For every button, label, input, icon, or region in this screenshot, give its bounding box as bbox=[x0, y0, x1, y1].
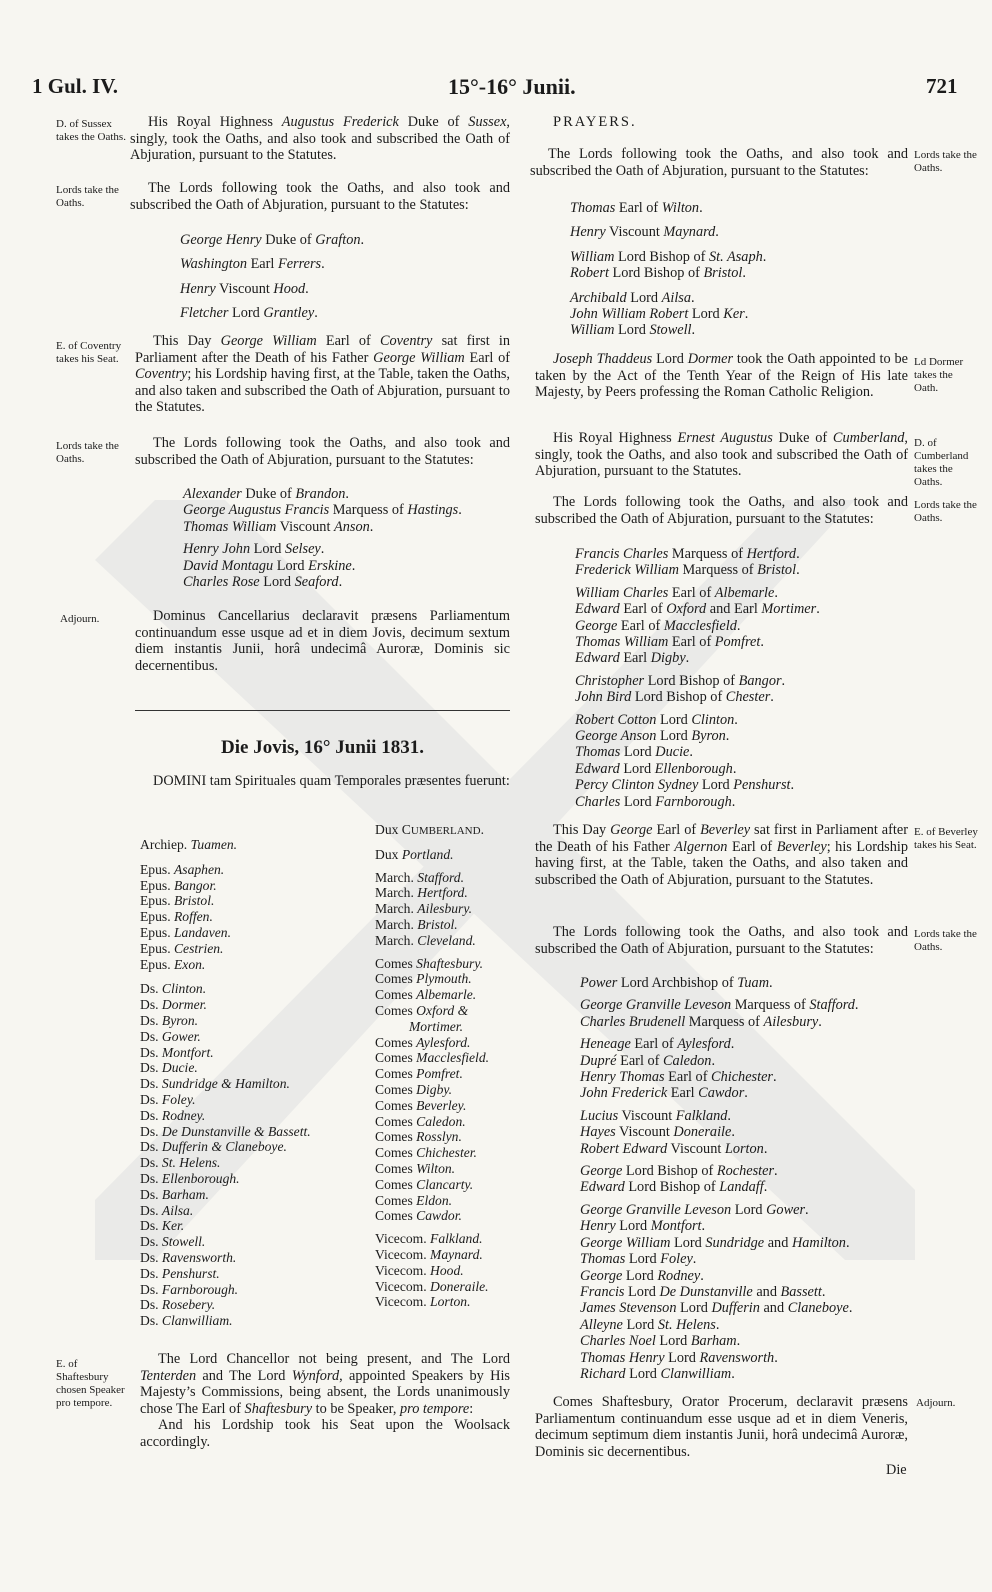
list-item: Heneage Earl of Aylesford. bbox=[580, 1036, 735, 1053]
list-item: Ds. Foley. bbox=[140, 1091, 196, 1107]
entry-coventry bbox=[135, 333, 510, 416]
entry-text: The Lords following took the Oaths, and also took and subscribed the Oath of Abjuration, pursuant to the Statutes: bbox=[535, 494, 908, 527]
list-item: William Lord Bishop of St. Asaph. bbox=[570, 248, 767, 265]
list-item: Edward Lord Bishop of Landaff. bbox=[580, 1179, 768, 1196]
margin-note: Lords take the Oaths. bbox=[914, 928, 977, 953]
entry-lords-oaths-r3 bbox=[535, 924, 908, 957]
list-item: Ds. De Dunstanville & Bassett. bbox=[140, 1123, 311, 1139]
margin-note: Lords take the Oaths. bbox=[914, 499, 977, 524]
entry-text: Joseph Thaddeus Lord Dormer took the Oath appointed to be taken by the Act of the Tenth Year of the Reign of His late Majesty, by Peers professing the Roman Catholic Religion. bbox=[535, 351, 908, 400]
list-item: Charles Noel Lord Barham. bbox=[580, 1333, 741, 1350]
list-item: Ds. Dormer. bbox=[140, 997, 207, 1013]
list-item: Comes Chichester. bbox=[375, 1145, 477, 1161]
entry-adjourn-2 bbox=[535, 1394, 908, 1460]
group-spacer bbox=[570, 241, 766, 249]
list-item: George Earl of Macclesfield. bbox=[575, 617, 741, 634]
entry-text: DOMINI tam Spirituales quam Temporales præsentes fuerunt: bbox=[153, 773, 510, 789]
list-item: Comes Plymouth. bbox=[375, 971, 472, 987]
group-spacer bbox=[375, 949, 489, 956]
group-spacer bbox=[180, 273, 364, 281]
list-item: William Charles Earl of Albemarle. bbox=[575, 584, 778, 601]
list-item: Ds. Clanwilliam. bbox=[140, 1313, 233, 1329]
list-item: Ds. St. Helens. bbox=[140, 1155, 221, 1171]
list-item: Epus. Cestrien. bbox=[140, 940, 224, 956]
entry-lords-oaths bbox=[130, 180, 510, 213]
list-item: Comes Clancarty. bbox=[375, 1176, 474, 1192]
list-item: Ds. Ker. bbox=[140, 1218, 185, 1234]
list-item: Ds. Montfort. bbox=[140, 1044, 214, 1060]
list-item: March. Bristol. bbox=[375, 916, 458, 932]
names-list bbox=[180, 232, 364, 322]
list-item: John William Robert Lord Ker. bbox=[570, 306, 749, 323]
divider-rule bbox=[135, 710, 510, 711]
list-item: Ds. Sundridge & Hamilton. bbox=[140, 1076, 290, 1092]
list-item: Charles Brudenell Marquess of Ailesbury. bbox=[580, 1013, 822, 1030]
entry-shaftesbury bbox=[140, 1351, 510, 1450]
entry-text: And his Lordship took his Seat upon the Woolsack accordingly. bbox=[140, 1417, 510, 1450]
list-item: George Granville Leveson Marquess of Stafford. bbox=[580, 997, 859, 1014]
margin-note: E. of Beverley takes his Seat. bbox=[914, 826, 978, 851]
list-item: Ds. Clinton. bbox=[140, 981, 207, 997]
list-item: Comes Wilton. bbox=[375, 1160, 456, 1176]
list-item: Ds. Farnborough. bbox=[140, 1281, 239, 1297]
list-item: Power Lord Archbishop of Tuam. bbox=[580, 975, 773, 991]
day-heading: Die Jovis, 16° Junii 1831. bbox=[221, 737, 424, 758]
running-head-center: 15°-16° Junii. bbox=[448, 74, 576, 99]
list-item: Charles Rose Lord Seaford. bbox=[183, 574, 343, 591]
list-item: Alexander Duke of Brandon. bbox=[183, 486, 349, 502]
list-item: Henry Thomas Earl of Chichester. bbox=[580, 1069, 777, 1086]
list-item: Edward Lord Ellenborough. bbox=[575, 760, 737, 777]
list-item: William Lord Stowell. bbox=[570, 322, 696, 339]
group-spacer bbox=[375, 840, 489, 847]
list-item: Thomas Earl of Wilton. bbox=[570, 200, 703, 216]
group-spacer bbox=[140, 972, 311, 981]
entry-text: Comes Shaftesbury, Orator Procerum, declaravit præsens Parliamentum continuandum esse usque ad et in diem Veneris, decimum septimum diem instantis Junii, horâ undecimâ Auroræ, Dominis sic decernentibus. bbox=[535, 1394, 908, 1460]
margin-note: E. of Shaftesbury chosen Speaker pro tempore. bbox=[56, 1358, 125, 1409]
list-item: Comes Macclesfield. bbox=[375, 1050, 490, 1066]
group-spacer bbox=[375, 863, 489, 870]
list-item: Ds. Rodney. bbox=[140, 1107, 206, 1123]
list-item: Archiep. Tuamen. bbox=[140, 837, 238, 852]
group-spacer bbox=[375, 1224, 489, 1231]
list-item: Thomas William Viscount Anson. bbox=[183, 518, 374, 535]
entry-text: His Royal Highness Ernest Augustus Duke of Cumberland, singly, took the Oaths, and also took and subscribed the Oath of Abjuration, pursuant to the Statutes. bbox=[535, 430, 908, 479]
group-spacer bbox=[140, 853, 311, 862]
list-item: Thomas Lord Foley. bbox=[580, 1251, 697, 1268]
list-item: Fletcher Lord Grantley. bbox=[180, 305, 318, 322]
entry-text: The Lords following took the Oaths, and also took and subscribed the Oath of Abjuration, pursuant to the Statutes: bbox=[535, 924, 908, 957]
list-item: March. Hertford. bbox=[375, 885, 468, 901]
list-item: Ds. Ellenborough. bbox=[140, 1170, 240, 1186]
list-item: James Stevenson Lord Dufferin and Claneboye. bbox=[580, 1300, 853, 1317]
entry-text: The Lords following took the Oaths, and also took and subscribed the Oath of Abjuration, pursuant to the Statutes: bbox=[135, 435, 510, 468]
entry-beverley bbox=[535, 822, 908, 888]
margin-note: D. of Cumberland takes the Oaths. bbox=[914, 437, 969, 488]
list-item: George Granville Leveson Lord Gower. bbox=[580, 1201, 809, 1218]
list-item: Vicecom. Lorton. bbox=[375, 1294, 471, 1310]
entry-text: This Day George William Earl of Coventry sat first in Parliament after the Death of his Father George William Earl of Coventry; his Lordship having first, at the Table, taken the Oaths, and also taken and subscribed the Oath of Abjuration, pursuant to the Statutes. bbox=[135, 333, 510, 415]
attendance-left bbox=[140, 837, 311, 1329]
list-item: Thomas Lord Ducie. bbox=[575, 744, 693, 761]
list-item: Richard Lord Clanwilliam. bbox=[580, 1365, 735, 1382]
list-item: Percy Clinton Sydney Lord Penshurst. bbox=[575, 777, 795, 794]
list-item: Comes Oxford & bbox=[375, 1002, 469, 1018]
group-spacer bbox=[570, 216, 766, 224]
group-spacer bbox=[180, 248, 364, 256]
names-list bbox=[575, 546, 820, 810]
list-item: George Lord Rodney. bbox=[580, 1267, 704, 1284]
list-item: Vicecom. Falkland. bbox=[375, 1231, 483, 1247]
running-head-left: 1 Gul. IV. bbox=[32, 74, 118, 98]
list-item: March. Stafford. bbox=[375, 869, 464, 885]
list-item: Henry Lord Montfort. bbox=[580, 1218, 706, 1235]
list-item: Ds. Stowell. bbox=[140, 1234, 206, 1250]
list-item: Epus. Landaven. bbox=[140, 924, 231, 940]
list-item: Comes Eldon. bbox=[375, 1192, 453, 1208]
list-item: Edward Earl Digby. bbox=[575, 650, 690, 667]
list-item: Epus. Asaphen. bbox=[140, 861, 225, 877]
list-item: Comes Shaftesbury. bbox=[375, 955, 484, 971]
entry-lords-oaths-2 bbox=[135, 435, 510, 468]
margin-note: Lords take the Oaths. bbox=[56, 440, 119, 465]
list-item: Charles Lord Farnborough. bbox=[575, 793, 736, 810]
list-item: Ds. Ailsa. bbox=[140, 1202, 194, 1218]
list-item: Henry John Lord Selsey. bbox=[183, 541, 325, 558]
list-item: Francis Charles Marquess of Hertford. bbox=[575, 546, 800, 562]
list-item: John Frederick Earl Cawdor. bbox=[580, 1085, 748, 1102]
list-item: Ds. Penshurst. bbox=[140, 1265, 220, 1281]
list-item: Vicecom. Doneraile. bbox=[375, 1278, 489, 1294]
entry-text: This Day George Earl of Beverley sat first in Parliament after the Death of his Father Algernon Earl of Beverley; his Lordship having first, at the Table, taken the Oaths, and also taken and subscribed the Oath of Abjuration, pursuant to the Statutes. bbox=[535, 822, 908, 888]
margin-note: D. of Sussex takes the Oaths. bbox=[56, 118, 126, 143]
entry-cumberland bbox=[535, 430, 908, 480]
entry-text: The Lords following took the Oaths, and also took and subscribed the Oath of Abjuration, pursuant to the Statutes: bbox=[530, 146, 908, 179]
list-item: Archibald Lord Ailsa. bbox=[570, 289, 695, 306]
prayers-heading: PRAYERS. bbox=[553, 114, 637, 130]
list-item: March. Cleveland. bbox=[375, 932, 476, 948]
group-spacer bbox=[180, 297, 364, 305]
entry-text: The Lord Chancellor not being present, and The Lord Tenterden and The Lord Wynford, appointed Speakers by His Majesty’s Commissions, being absent, the Lords unanimously chose The Earl of Shaftesbury to be Speaker, pro tempore: bbox=[140, 1351, 510, 1417]
entry-adjourn bbox=[135, 608, 510, 674]
list-item: Comes Pomfret. bbox=[375, 1066, 463, 1082]
list-item: Ds. Dufferin & Claneboye. bbox=[140, 1139, 287, 1155]
list-item: Christopher Lord Bishop of Bangor. bbox=[575, 672, 786, 689]
margin-note: Adjourn. bbox=[60, 613, 100, 625]
entry-text: His Royal Highness Augustus Frederick Duke of Sussex, singly, took the Oaths, and also took and subscribed the Oath of Abjuration, pursuant to the Statutes. bbox=[130, 114, 510, 163]
list-item: Dux CUMBERLAND. bbox=[375, 822, 484, 837]
list-item: Ds. Rosebery. bbox=[140, 1297, 216, 1313]
group-spacer bbox=[570, 282, 766, 290]
list-item: Vicecom. Hood. bbox=[375, 1262, 464, 1278]
list-item: Francis Lord De Dunstanville and Bassett. bbox=[580, 1283, 826, 1300]
list-item: Mortimer. bbox=[408, 1018, 463, 1034]
list-item: Comes Digby. bbox=[375, 1081, 453, 1097]
list-item: Ds. Byron. bbox=[140, 1012, 199, 1028]
list-item: Epus. Bangor. bbox=[140, 877, 217, 893]
list-item: Henry Viscount Maynard. bbox=[570, 224, 719, 241]
names-list bbox=[570, 200, 766, 339]
margin-note: Adjourn. bbox=[916, 1397, 956, 1409]
list-item: Comes Aylesford. bbox=[375, 1034, 471, 1050]
attendance-right bbox=[375, 822, 489, 1310]
list-item: Ds. Barham. bbox=[140, 1186, 209, 1202]
list-item: Comes Beverley. bbox=[375, 1097, 467, 1113]
entry-sussex bbox=[130, 114, 510, 164]
list-item: George Lord Bishop of Rochester. bbox=[580, 1163, 778, 1180]
entry-lords-oaths-r1 bbox=[530, 146, 908, 179]
margin-note: E. of Coventry takes his Seat. bbox=[56, 340, 122, 365]
list-item: Thomas William Earl of Pomfret. bbox=[575, 634, 764, 651]
list-item: Washington Earl Ferrers. bbox=[180, 256, 325, 273]
page-number: 721 bbox=[926, 74, 958, 98]
margin-note: Lords take the Oaths. bbox=[914, 149, 977, 174]
list-item: Robert Edward Viscount Lorton. bbox=[580, 1140, 768, 1157]
domini-text bbox=[135, 773, 510, 790]
list-item: John Bird Lord Bishop of Chester. bbox=[575, 689, 774, 706]
list-item: Lucius Viscount Falkland. bbox=[580, 1107, 731, 1124]
catchword: Die bbox=[886, 1462, 907, 1478]
list-item: Ds. Ducie. bbox=[140, 1060, 198, 1076]
list-item: March. Ailesbury. bbox=[375, 901, 473, 917]
margin-note: Ld Dormer takes the Oath. bbox=[914, 356, 964, 394]
list-item: Vicecom. Maynard. bbox=[375, 1246, 483, 1262]
list-item: Robert Lord Bishop of Bristol. bbox=[570, 265, 746, 282]
list-item: George Henry Duke of Grafton. bbox=[180, 232, 365, 248]
list-item: Epus. Roffen. bbox=[140, 909, 213, 925]
list-item: Robert Cotton Lord Clinton. bbox=[575, 711, 738, 728]
entry-dormer bbox=[535, 351, 908, 401]
list-item: Hayes Viscount Doneraile. bbox=[580, 1124, 735, 1141]
entry-text: Dominus Cancellarius declaravit præsens Parliamentum continuandum esse usque ad et in diem Jovis, decimum sextum diem instantis Junii, horâ undecimâ Auroræ, Dominis sic decernentibus. bbox=[135, 608, 510, 674]
list-item: Ds. Ravensworth. bbox=[140, 1249, 237, 1265]
list-item: Alleyne Lord St. Helens. bbox=[580, 1316, 720, 1333]
list-item: Comes Rosslyn. bbox=[375, 1129, 462, 1145]
margin-note: Lords take the Oaths. bbox=[56, 184, 119, 209]
list-item: Thomas Henry Lord Ravensworth. bbox=[580, 1349, 778, 1366]
names-list bbox=[580, 975, 859, 1382]
entry-lords-oaths-r2 bbox=[535, 494, 908, 527]
list-item: Comes Cawdor. bbox=[375, 1208, 462, 1224]
list-item: Epus. Exon. bbox=[140, 956, 206, 972]
list-item: Henry Viscount Hood. bbox=[180, 280, 309, 297]
list-item: Edward Earl of Oxford and Earl Mortimer. bbox=[575, 601, 820, 618]
list-item: Dux Portland. bbox=[375, 846, 454, 862]
list-item: George Anson Lord Byron. bbox=[575, 728, 730, 745]
list-item: George Augustus Francis Marquess of Hastings. bbox=[183, 502, 462, 519]
names-list bbox=[183, 486, 462, 590]
list-item: David Montagu Lord Erskine. bbox=[183, 557, 356, 574]
list-item: Comes Caledon. bbox=[375, 1113, 466, 1129]
list-item: George William Lord Sundridge and Hamilton. bbox=[580, 1234, 850, 1251]
list-item: Comes Albemarle. bbox=[375, 987, 477, 1003]
list-item: Epus. Bristol. bbox=[140, 893, 215, 909]
list-item: Dupré Earl of Caledon. bbox=[580, 1052, 716, 1069]
list-item: Frederick William Marquess of Bristol. bbox=[575, 562, 800, 579]
entry-text: The Lords following took the Oaths, and also took and subscribed the Oath of Abjuration, pursuant to the Statutes: bbox=[130, 180, 510, 213]
list-item: Ds. Gower. bbox=[140, 1028, 201, 1044]
